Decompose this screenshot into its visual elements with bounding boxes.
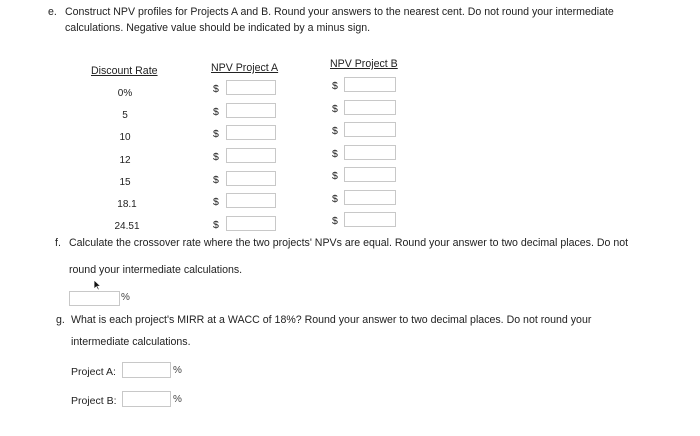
npv-a-input-6[interactable]: [226, 216, 276, 231]
npv-a-input-2[interactable]: [226, 125, 276, 140]
npv-a-input-5[interactable]: [226, 193, 276, 208]
crossover-percent-sign: %: [121, 292, 130, 303]
npv-b-input-6[interactable]: [344, 212, 396, 227]
rate-row-5: 18.1: [117, 199, 137, 210]
dollar-sign-b-5: $: [332, 193, 338, 205]
dollar-sign-a-1: $: [213, 106, 219, 118]
part-e-marker: e.: [48, 6, 57, 18]
part-g-text-line1: What is each project's MIRR at a WACC of 18%? Round your answer to two decimal places. Do not round your: [71, 314, 592, 326]
rate-row-1: 5: [122, 110, 128, 121]
dollar-sign-a-2: $: [213, 128, 219, 140]
rate-row-3: 12: [119, 155, 131, 166]
npv-b-input-4[interactable]: [344, 167, 396, 182]
dollar-sign-a-6: $: [213, 219, 219, 231]
npv-b-input-2[interactable]: [344, 122, 396, 137]
part-f-text-line2: round your intermediate calculations.: [69, 264, 243, 276]
npv-project-a-header: NPV Project A: [211, 62, 279, 74]
part-e-text-line2: calculations. Negative value should be indicated by a minus sign.: [65, 22, 371, 34]
project-b-percent-sign: %: [173, 394, 182, 405]
dollar-sign-b-3: $: [332, 148, 338, 160]
npv-b-input-3[interactable]: [344, 145, 396, 160]
rate-row-0: 0%: [117, 88, 133, 99]
npv-b-input-0[interactable]: [344, 77, 396, 92]
project-a-label: Project A:: [71, 366, 116, 378]
npv-a-input-1[interactable]: [226, 103, 276, 118]
part-f-text-line1: Calculate the crossover rate where the two projects' NPVs are equal. Round your answer to two decimal places. Do not: [69, 237, 629, 249]
rate-row-2: 10: [119, 132, 131, 143]
npv-a-input-4[interactable]: [226, 171, 276, 186]
npv-project-b-header: NPV Project B: [330, 58, 398, 70]
rate-row-6: 24.51: [114, 221, 140, 232]
dollar-sign-a-3: $: [213, 151, 219, 163]
npv-a-input-3[interactable]: [226, 148, 276, 163]
dollar-sign-b-6: $: [332, 215, 338, 227]
project-a-mirr-input[interactable]: [122, 362, 171, 378]
rate-row-4: 15: [119, 177, 131, 188]
part-e-text-line1: Construct NPV profiles for Projects A and B. Round your answers to the nearest cent. Do not round your intermediate: [65, 6, 614, 18]
dollar-sign-a-4: $: [213, 174, 219, 186]
dollar-sign-b-2: $: [332, 125, 338, 137]
dollar-sign-a-0: $: [213, 83, 219, 95]
dollar-sign-b-1: $: [332, 103, 338, 115]
npv-a-input-0[interactable]: [226, 80, 276, 95]
npv-b-input-5[interactable]: [344, 190, 396, 205]
dollar-sign-a-5: $: [213, 196, 219, 208]
dollar-sign-b-4: $: [332, 170, 338, 182]
part-f-marker: f.: [55, 237, 61, 249]
part-g-marker: g.: [56, 314, 65, 326]
project-b-mirr-input[interactable]: [122, 391, 171, 407]
part-g-text-line2: intermediate calculations.: [71, 336, 191, 348]
mouse-cursor-icon: [93, 279, 102, 291]
crossover-rate-input[interactable]: [69, 291, 120, 306]
dollar-sign-b-0: $: [332, 80, 338, 92]
project-a-percent-sign: %: [173, 365, 182, 376]
discount-rate-header: Discount Rate: [91, 65, 158, 77]
project-b-label: Project B:: [71, 395, 117, 407]
npv-b-input-1[interactable]: [344, 100, 396, 115]
